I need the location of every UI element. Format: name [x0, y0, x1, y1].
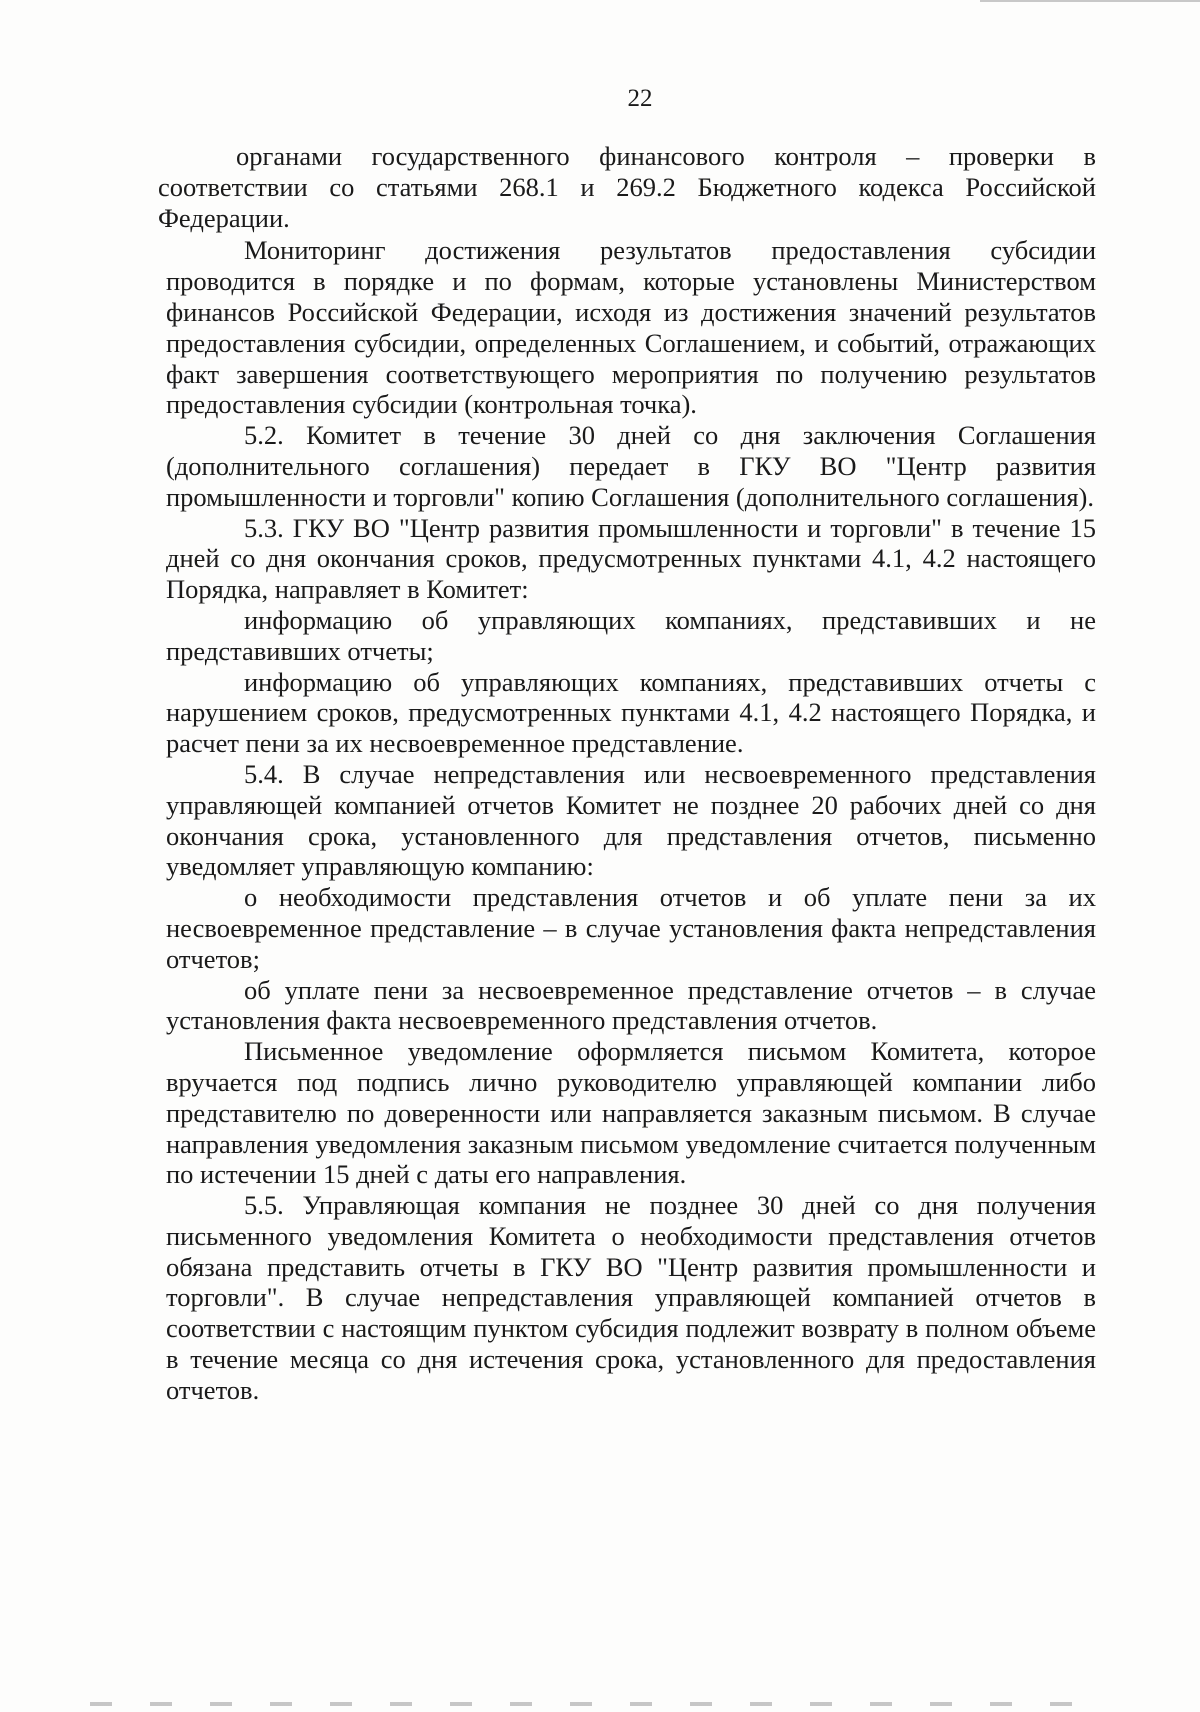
paragraph-info-late: информацию об управляющих компаниях, представивших отчеты с нарушением сроков, предусмотренных пунктами 4.1, 4.2 настоящего Порядка, и расчет пени за их несвоевременное представление.: [166, 666, 1096, 759]
paragraph-5-2: 5.2. Комитет в течение 30 дней со дня заключения Соглашения (дополнительного соглашения) передает в ГКУ ВО "Центр развития промышленности и торговли" копию Соглашения (дополнительного соглашения).: [166, 420, 1096, 512]
scan-edge-mark: [980, 0, 1200, 2]
scan-bottom-artifact: [90, 1702, 1100, 1706]
paragraph-monitoring: Мониторинг достижения результатов предоставления субсидии проводится в порядке и по формам, которые установлены Министерством финансов Российской Федерации, исходя из достижения значений результатов предоставления субсидии, определенных Соглашением, и событий, отражающих факт завершения соответствующего мероприятия по получению результатов предоставления субсидии (контрольная точка).: [166, 235, 1096, 420]
paragraph-written-notice: Письменное уведомление оформляется письмом Комитета, которое вручается под подпись лично руководителю управляющей компании либо представителю по доверенности или направляется заказным письмом. В случае направления уведомления заказным письмом уведомление считается полученным по истечении 15 дней с даты его направления.: [166, 1036, 1096, 1190]
paragraph-penalty-notice: об уплате пени за несвоевременное представление отчетов – в случае установления факта несвоевременного представления отчетов.: [166, 974, 1096, 1036]
document-body: [158, 141, 1096, 1406]
paragraph-info-submitted: информацию об управляющих компаниях, представивших и не представивших отчеты;: [166, 604, 1096, 666]
paragraph-5-3: 5.3. ГКУ ВО "Центр развития промышленности и торговли" в течение 15 дней со дня окончания сроков, предусмотренных пунктами 4.1, 4.2 настоящего Порядка, направляет в Комитет:: [166, 512, 1096, 605]
paragraph-5-5: 5.5. Управляющая компания не позднее 30 дней со дня получения письменного уведомления Комитета о необходимости представления отчетов обязана представить отчеты в ГКУ ВО "Центр развития промышленности и торговли". В случае непредставления управляющей компанией отчетов в соответствии с настоящим пунктом субсидия подлежит возврату в полном объеме в течение месяца со дня истечения срока, установленного для предоставления отчетов.: [166, 1190, 1096, 1405]
paragraph-control-checks: органами государственного финансового контроля – проверки в соответствии со статьями 268.1 и 269.2 Бюджетного кодекса Российской Федерации.: [158, 141, 1096, 233]
page-number: 22: [627, 85, 653, 112]
paragraph-necessity-notice: о необходимости представления отчетов и об уплате пени за их несвоевременное представление – в случае установления факта непредставления отчетов;: [166, 882, 1096, 974]
paragraph-5-4: 5.4. В случае непредставления или несвоевременного представления управляющей компанией отчетов Комитет не позднее 20 рабочих дней со дня окончания срока, установленного для представления отчетов, письменно уведомляет управляющую компанию:: [166, 758, 1096, 882]
